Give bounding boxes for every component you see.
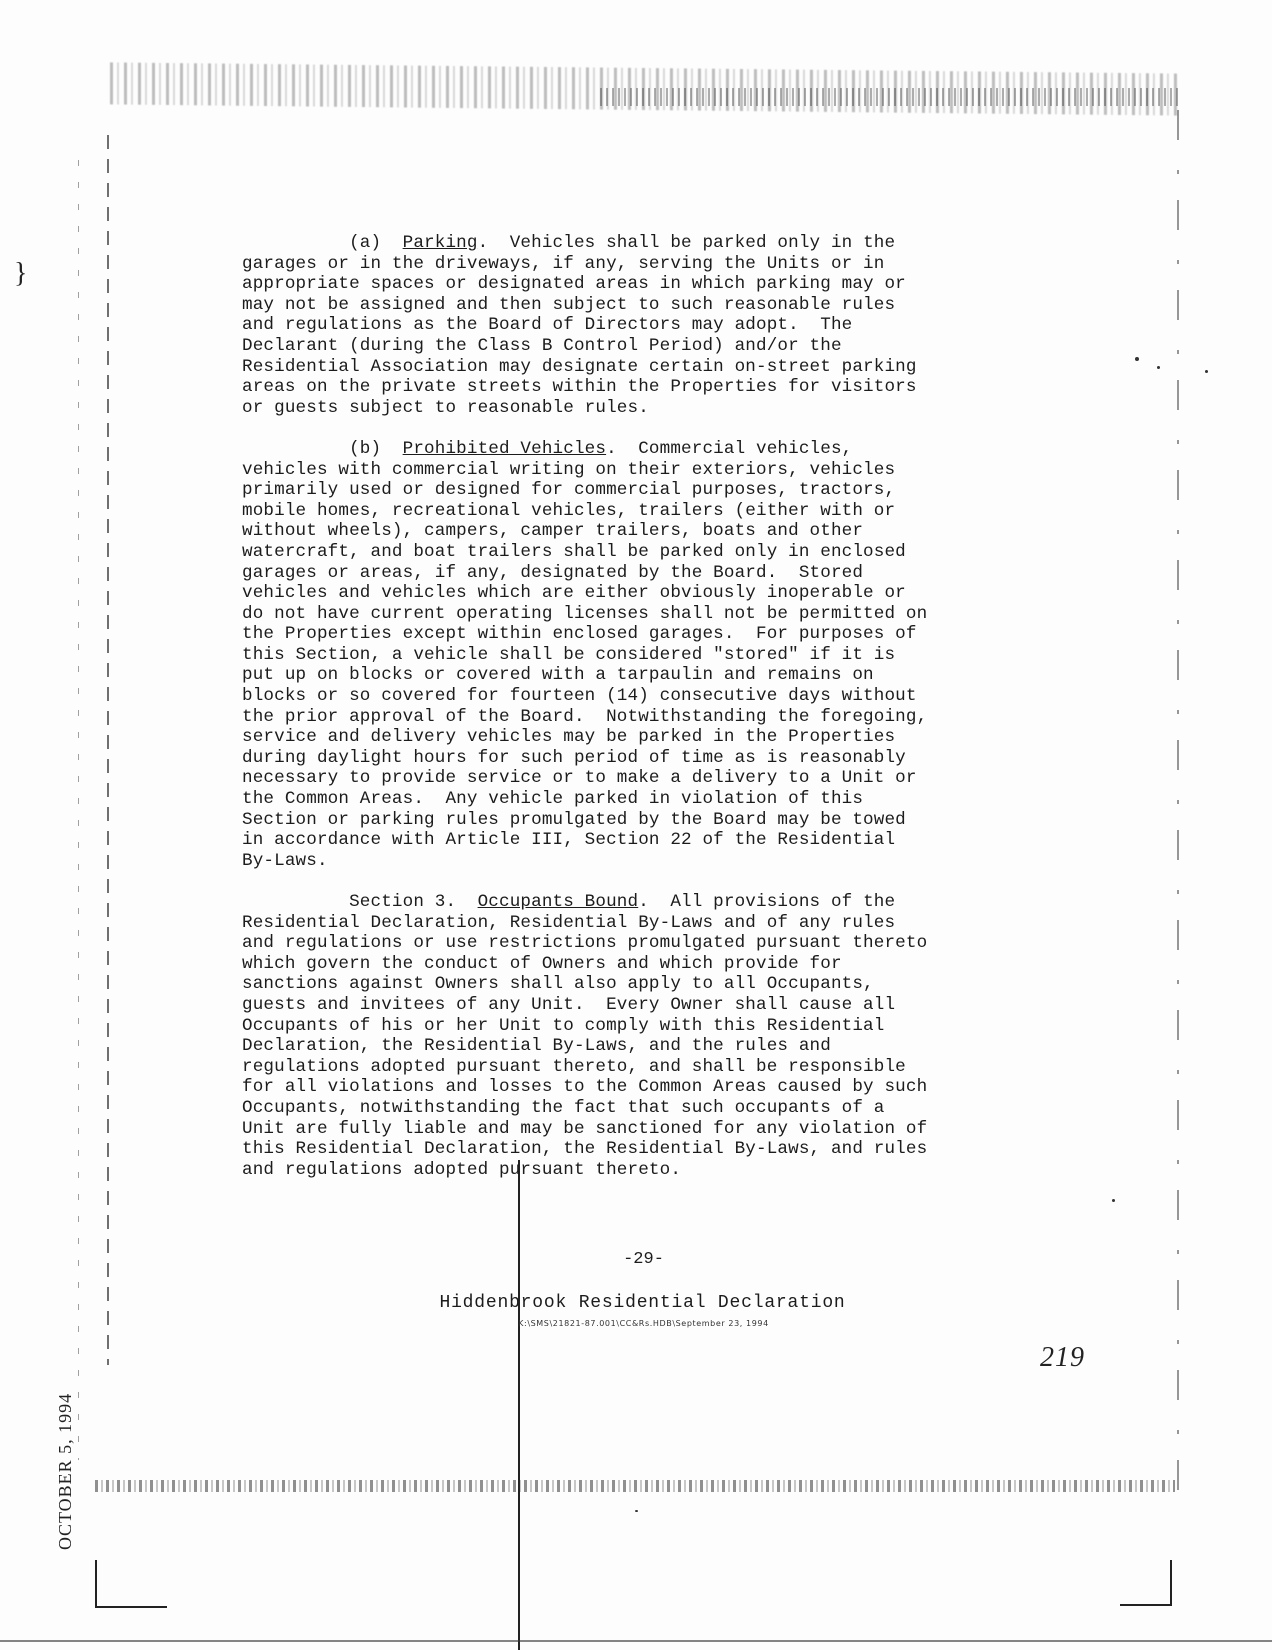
text-line: for all violations and losses to the Common Areas caused by such (242, 1077, 928, 1098)
text-line: the Common Areas. Any vehicle parked in violation of this (242, 789, 864, 810)
text-line: vehicles and vehicles which are either obviously inoperable or (242, 583, 906, 604)
text-line: mobile homes, recreational vehicles, trailers (either with or (242, 500, 896, 521)
text-line: and regulations or use restrictions promulgated pursuant thereto (242, 933, 928, 954)
text-line: regulations adopted pursuant thereto, and shall be responsible (242, 1056, 906, 1077)
text-line: do not have current operating licenses shall not be permitted on (242, 603, 928, 624)
text-line: Residential Association may designate certain on-street parking (242, 356, 917, 377)
text-line: primarily used or designed for commercial purposes, tractors, (242, 480, 896, 501)
paragraph-prefix: (b) (242, 438, 403, 459)
text-line: blocks or so covered for fourteen (14) consecutive days without (242, 686, 917, 707)
text-line: Unit are fully liable and may be sanctioned for any violation of (242, 1118, 928, 1139)
text-line: sanctions against Owners shall also apply to all Occupants, (242, 974, 874, 995)
text-line: Declaration, the Residential By-Laws, and the rules and (242, 1036, 831, 1057)
text-line: service and delivery vehicles may be parked in the Properties (242, 727, 896, 748)
scan-noise-top-band (600, 88, 1180, 106)
text-line: and regulations as the Board of Directors may adopt. The (242, 315, 853, 336)
right-margin-line (1177, 110, 1179, 1500)
scan-speck (635, 1510, 638, 1512)
scan-speck (1112, 1199, 1115, 1202)
occupants-bound-heading: Occupants Bound (477, 892, 639, 912)
file-path: K:\SMS\21821-87.001\CC&Rs.HDB\September 23, 1994 (518, 1319, 769, 1328)
scan-speck (1135, 357, 1139, 361)
text-line: which govern the conduct of Owners and which provide for (242, 953, 842, 974)
paragraph-first-line (242, 892, 1072, 913)
scan-speck (1157, 366, 1160, 369)
text-line: Section or parking rules promulgated by the Board may be towed (242, 809, 906, 830)
text-line: in accordance with Article III, Section 22 of the Residential (242, 830, 896, 851)
text-line: areas on the private streets within the Properties for visitors (242, 377, 917, 398)
vertical-crop-mark (518, 1160, 520, 1650)
text-line: the prior approval of the Board. Notwithstanding the foregoing, (242, 706, 928, 727)
text-line: during daylight hours for such period of time as is reasonably (242, 747, 906, 768)
text-line: the Properties except within enclosed garages. For purposes of (242, 624, 917, 645)
text-line: or guests subject to reasonable rules. (242, 397, 649, 418)
text-line: By-Laws. (242, 850, 328, 871)
scan-noise-bottom (95, 1480, 1175, 1492)
text-line: necessary to provide service or to make a delivery to a Unit or (242, 768, 917, 789)
paragraph-first-line (242, 439, 1072, 460)
page-number: -29- (623, 1250, 664, 1269)
paragraph-prefix: (a) (242, 233, 403, 253)
paragraph-prohibited-vehicles (242, 439, 1072, 871)
paragraph-parking (242, 233, 1072, 418)
paragraph-first-line (242, 233, 1072, 254)
prohibited-vehicles-heading: Prohibited Vehicles (402, 438, 607, 459)
text-line: garages or in the driveways, if any, serving the Units or in (242, 253, 885, 274)
text-line: and regulations adopted pursuant thereto. (242, 1159, 682, 1180)
paragraph-first-line-rest: . Vehicles shall be parked only in the (477, 233, 896, 253)
text-line: Residential Declaration, Residential By-Laws and of any rules (242, 912, 896, 933)
handwritten-page-number: 219 (1040, 1342, 1085, 1373)
paragraph-first-line-rest: . All provisions of the (638, 892, 896, 912)
bottom-left-corner-mark (95, 1560, 167, 1608)
left-margin-line (107, 135, 109, 1365)
text-line: vehicles with commercial writing on their exteriors, vehicles (242, 459, 896, 480)
text-line: may not be assigned and then subject to such reasonable rules (242, 294, 896, 315)
text-line: Declarant (during the Class B Control Period) and/or the (242, 335, 842, 356)
document-body (242, 233, 1072, 1201)
paragraph-prefix: Section 3. (242, 892, 478, 912)
text-line: garages or areas, if any, designated by the Board. Stored (242, 562, 864, 583)
document-title: Hiddenbrook Residential Declaration (439, 1293, 846, 1313)
text-line: this Section, a vehicle shall be considered "stored" if it is (242, 644, 896, 665)
paragraph-section-3 (242, 892, 1072, 1180)
bottom-right-corner-mark (1120, 1560, 1172, 1606)
parking-heading: Parking (402, 233, 478, 253)
bottom-edge-rule (0, 1640, 1272, 1642)
scan-speck (1205, 370, 1208, 373)
text-line: put up on blocks or covered with a tarpaulin and remains on (242, 665, 874, 686)
margin-bracket-mark: } (14, 258, 28, 289)
text-line: watercraft, and boat trailers shall be parked only in enclosed (242, 541, 906, 562)
text-line: appropriate spaces or designated areas in which parking may or (242, 274, 906, 295)
text-line: guests and invitees of any Unit. Every Owner shall cause all (242, 994, 896, 1015)
date-stamp: OCTOBER 5, 1994 (55, 1392, 75, 1550)
text-line: without wheels), campers, camper trailers, boats and other (242, 521, 864, 542)
paragraph-first-line-rest: . Commercial vehicles, (606, 438, 853, 459)
text-line: this Residential Declaration, the Residential By-Laws, and rules (242, 1139, 928, 1160)
text-line: Occupants of his or her Unit to comply with this Residential (242, 1015, 885, 1036)
text-line: Occupants, notwithstanding the fact that such occupants of a (242, 1097, 885, 1118)
